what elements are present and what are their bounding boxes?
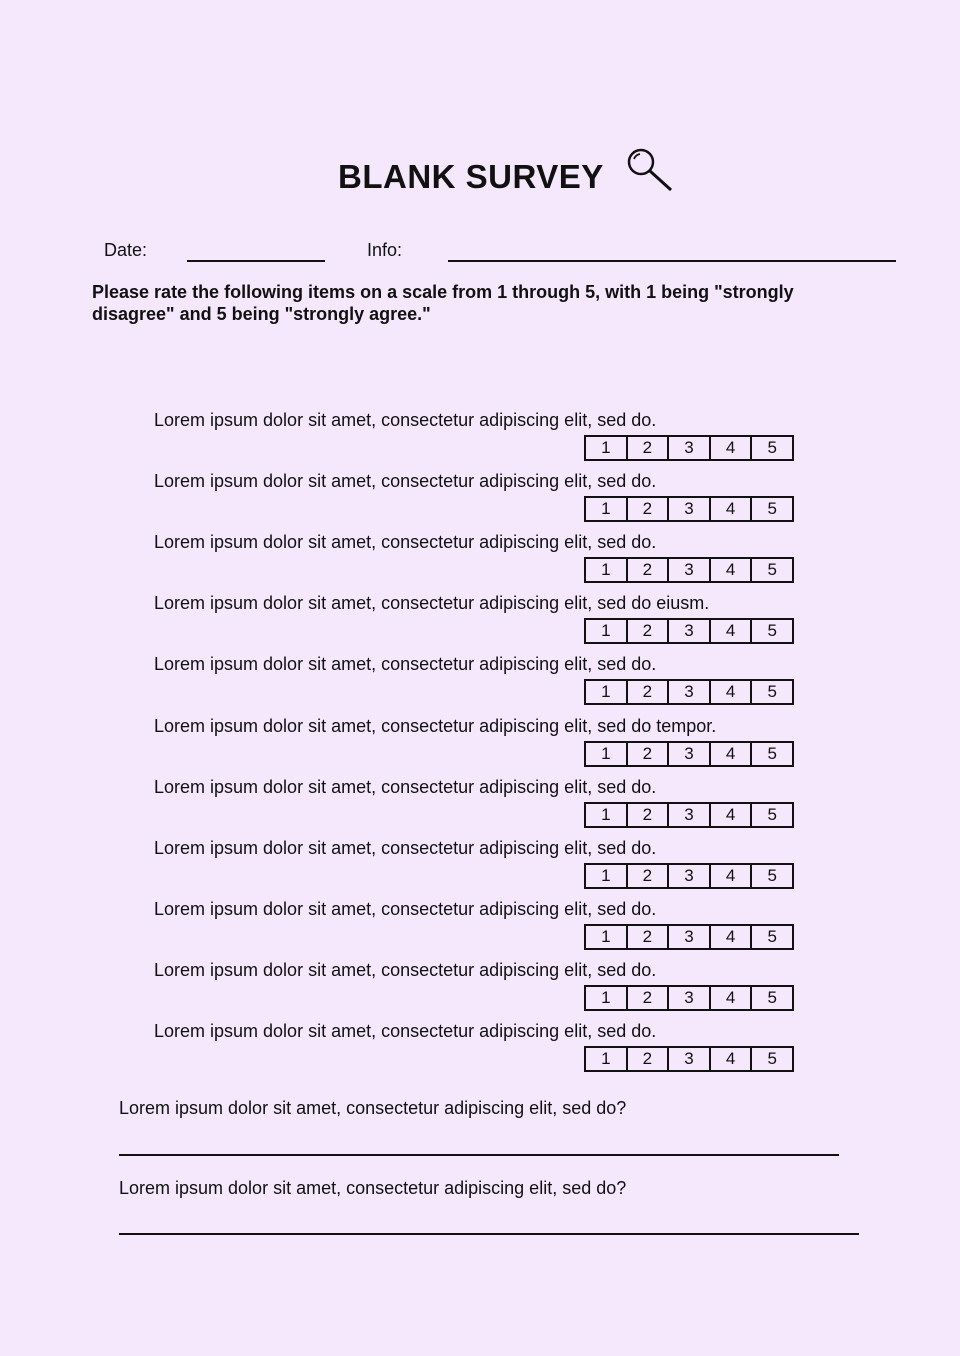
info-field[interactable] xyxy=(448,260,896,262)
answer-line[interactable] xyxy=(119,1233,859,1235)
rating-option-3[interactable]: 3 xyxy=(669,620,711,642)
rating-scale xyxy=(584,863,794,889)
rating-option-5[interactable]: 5 xyxy=(767,682,777,701)
rating-option-3[interactable]: 3 xyxy=(669,987,711,1009)
rating-option-5[interactable]: 5 xyxy=(767,499,777,518)
rating-option-3[interactable]: 3 xyxy=(669,865,711,887)
rating-option-5[interactable]: 5 xyxy=(767,560,777,579)
rating-option-3[interactable]: 3 xyxy=(669,559,711,581)
rating-option-1[interactable]: 1 xyxy=(586,681,628,703)
info-label: Info: xyxy=(367,240,403,260)
rating-option-4[interactable]: 4 xyxy=(711,926,753,948)
rating-option-1[interactable]: 1 xyxy=(586,987,628,1009)
rating-option-5[interactable]: 5 xyxy=(767,438,777,457)
rating-option-4[interactable]: 4 xyxy=(711,804,753,826)
page-title: BLANK SURVEY xyxy=(338,158,604,195)
rating-option-4[interactable]: 4 xyxy=(711,620,753,642)
date-field[interactable] xyxy=(187,260,325,262)
rating-option-4[interactable]: 4 xyxy=(711,437,753,459)
rating-option-2[interactable]: 2 xyxy=(628,498,670,520)
question-text: Lorem ipsum dolor sit amet, consectetur adipiscing elit, sed do. xyxy=(154,1021,657,1041)
rating-option-1[interactable]: 1 xyxy=(586,498,628,520)
rating-scale xyxy=(584,741,794,767)
rating-option-3[interactable]: 3 xyxy=(669,437,711,459)
rating-scale xyxy=(584,557,794,583)
rating-option-3[interactable]: 3 xyxy=(669,804,711,826)
rating-option-2[interactable]: 2 xyxy=(628,1048,670,1070)
rating-option-3[interactable]: 3 xyxy=(669,681,711,703)
rating-option-5[interactable]: 5 xyxy=(767,988,777,1007)
magnifying-glass-icon xyxy=(626,147,674,193)
question-text: Lorem ipsum dolor sit amet, consectetur adipiscing elit, sed do. xyxy=(154,960,657,980)
rating-option-2[interactable]: 2 xyxy=(628,987,670,1009)
rating-scale xyxy=(584,618,794,644)
rating-option-2[interactable]: 2 xyxy=(628,865,670,887)
rating-scale xyxy=(584,924,794,950)
rating-option-1[interactable]: 1 xyxy=(586,804,628,826)
rating-option-4[interactable]: 4 xyxy=(711,987,753,1009)
rating-option-1[interactable]: 1 xyxy=(586,743,628,765)
rating-option-2[interactable]: 2 xyxy=(628,559,670,581)
open-question-text: Lorem ipsum dolor sit amet, consectetur adipiscing elit, sed do? xyxy=(119,1098,627,1118)
rating-option-3[interactable]: 3 xyxy=(669,1048,711,1070)
open-question-text: Lorem ipsum dolor sit amet, consectetur adipiscing elit, sed do? xyxy=(119,1178,627,1198)
rating-option-1[interactable]: 1 xyxy=(586,865,628,887)
rating-option-4[interactable]: 4 xyxy=(711,1048,753,1070)
rating-scale xyxy=(584,679,794,705)
date-label: Date: xyxy=(104,240,148,260)
rating-option-5[interactable]: 5 xyxy=(767,927,777,946)
rating-option-2[interactable]: 2 xyxy=(628,804,670,826)
question-text: Lorem ipsum dolor sit amet, consectetur adipiscing elit, sed do eiusm. xyxy=(154,593,710,613)
rating-option-2[interactable]: 2 xyxy=(628,620,670,642)
instructions: Please rate the following items on a scale from 1 through 5, with 1 being "strongly disagree" and 5 being "strongly agree." xyxy=(92,282,794,324)
rating-option-3[interactable]: 3 xyxy=(669,498,711,520)
rating-option-5[interactable]: 5 xyxy=(767,866,777,885)
rating-option-2[interactable]: 2 xyxy=(628,926,670,948)
question-text: Lorem ipsum dolor sit amet, consectetur adipiscing elit, sed do. xyxy=(154,532,657,552)
rating-option-1[interactable]: 1 xyxy=(586,559,628,581)
question-text: Lorem ipsum dolor sit amet, consectetur adipiscing elit, sed do. xyxy=(154,654,657,674)
question-text: Lorem ipsum dolor sit amet, consectetur adipiscing elit, sed do. xyxy=(154,471,657,491)
rating-scale xyxy=(584,435,794,461)
question-text: Lorem ipsum dolor sit amet, consectetur adipiscing elit, sed do. xyxy=(154,777,657,797)
question-text: Lorem ipsum dolor sit amet, consectetur adipiscing elit, sed do. xyxy=(154,899,657,919)
rating-option-1[interactable]: 1 xyxy=(586,620,628,642)
rating-option-4[interactable]: 4 xyxy=(711,498,753,520)
rating-option-5[interactable]: 5 xyxy=(767,744,777,763)
rating-option-2[interactable]: 2 xyxy=(628,681,670,703)
answer-line[interactable] xyxy=(119,1154,839,1156)
rating-option-5[interactable]: 5 xyxy=(767,1049,777,1068)
question-text: Lorem ipsum dolor sit amet, consectetur adipiscing elit, sed do tempor. xyxy=(154,716,717,736)
rating-option-1[interactable]: 1 xyxy=(586,926,628,948)
rating-scale xyxy=(584,1046,794,1072)
rating-option-3[interactable]: 3 xyxy=(669,926,711,948)
rating-option-4[interactable]: 4 xyxy=(711,559,753,581)
question-text: Lorem ipsum dolor sit amet, consectetur adipiscing elit, sed do. xyxy=(154,410,657,430)
rating-option-4[interactable]: 4 xyxy=(711,743,753,765)
rating-option-3[interactable]: 3 xyxy=(669,743,711,765)
rating-option-5[interactable]: 5 xyxy=(767,621,777,640)
rating-option-1[interactable]: 1 xyxy=(586,437,628,459)
rating-option-2[interactable]: 2 xyxy=(628,437,670,459)
rating-option-2[interactable]: 2 xyxy=(628,743,670,765)
rating-option-4[interactable]: 4 xyxy=(711,865,753,887)
rating-scale xyxy=(584,802,794,828)
rating-option-1[interactable]: 1 xyxy=(586,1048,628,1070)
rating-scale xyxy=(584,985,794,1011)
rating-option-5[interactable]: 5 xyxy=(767,805,777,824)
rating-scale xyxy=(584,496,794,522)
rating-option-4[interactable]: 4 xyxy=(711,681,753,703)
question-text: Lorem ipsum dolor sit amet, consectetur adipiscing elit, sed do. xyxy=(154,838,657,858)
